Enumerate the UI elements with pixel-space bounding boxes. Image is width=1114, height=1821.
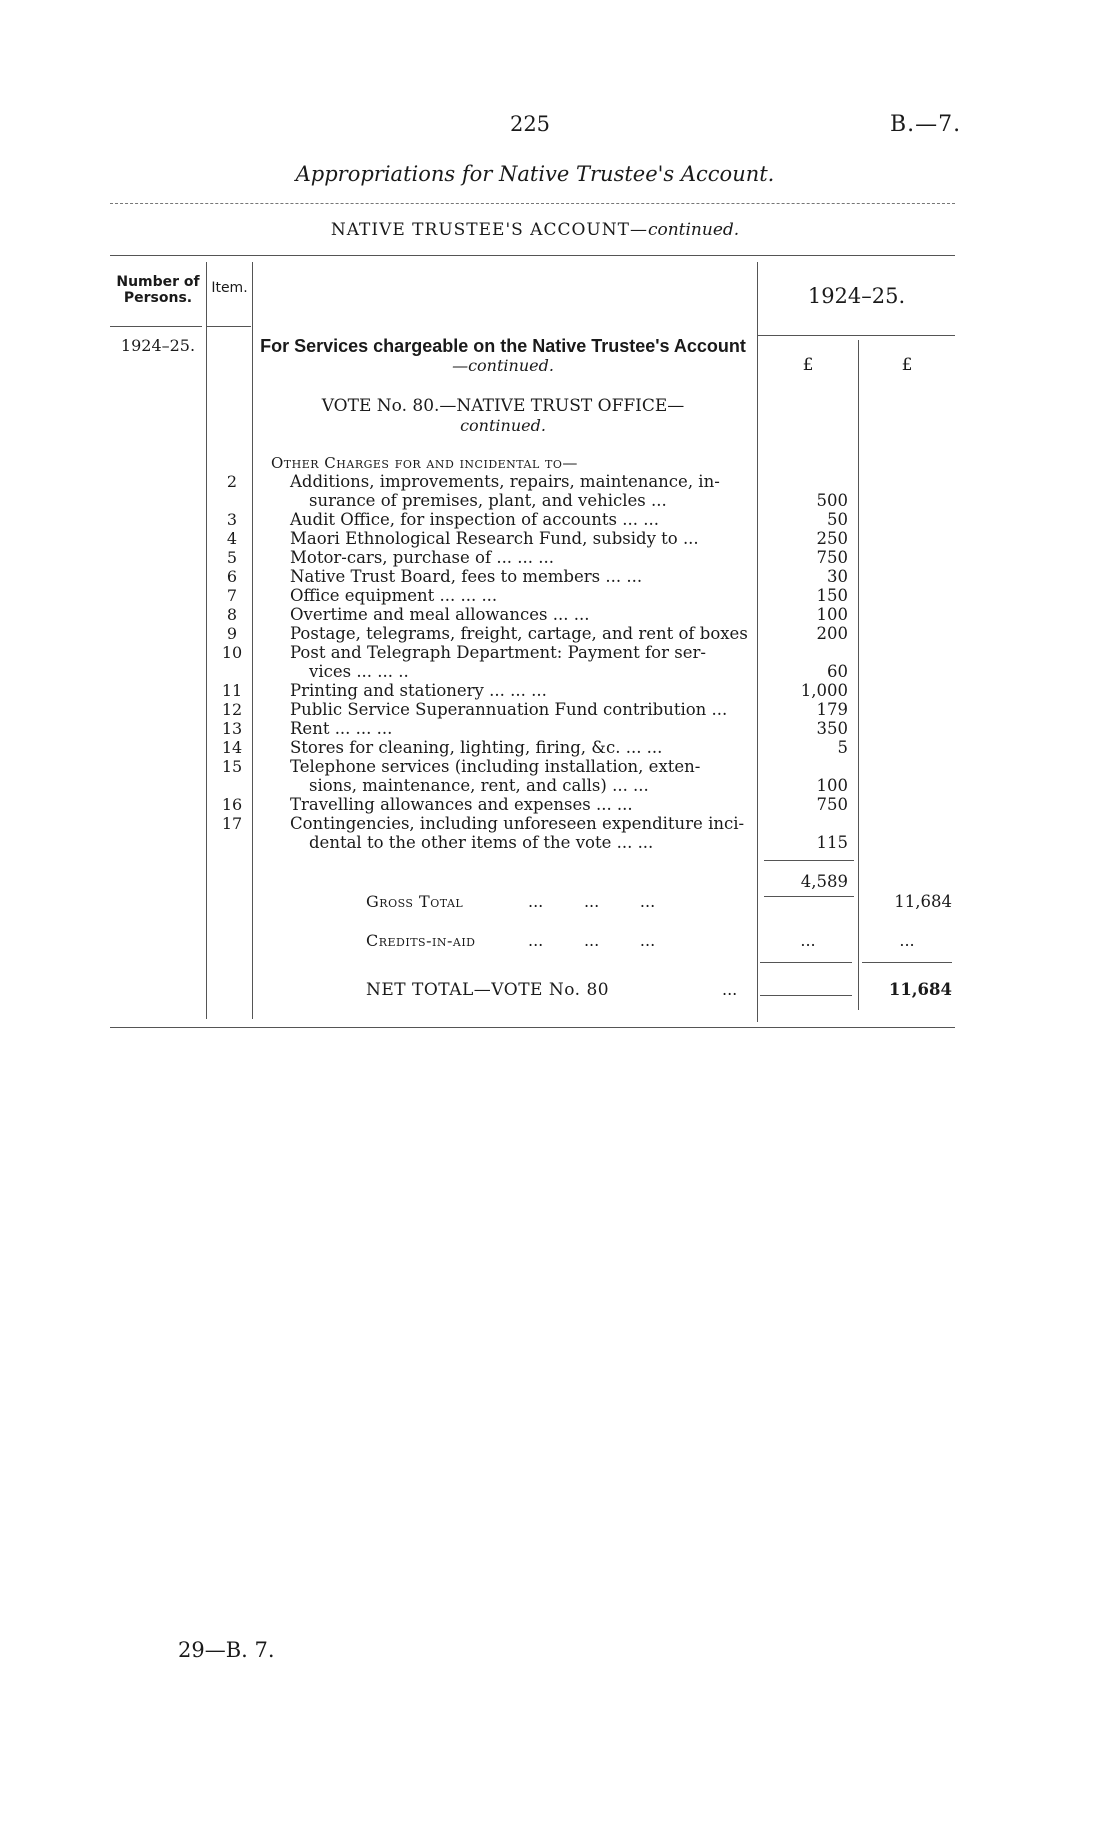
item-amount: 5 [837,738,848,757]
item-description: dental to the other items of the vote ... ... [309,833,654,852]
item-number: 10 [221,643,243,662]
title-rule [110,203,955,204]
item-description: Public Service Superannuation Fund contribution ... [290,700,728,719]
item-amount: 100 [816,605,848,624]
subtotal-under-rule [764,896,854,897]
account-subtitle-continued: continued. [647,220,740,240]
vote-heading: VOTE No. 80.—NATIVE TRUST OFFICE— [321,396,685,416]
section-heading: For Services chargeable on the Native Trustee's Account [260,336,746,356]
year-header-rule [758,335,955,336]
item-number: 14 [221,738,243,757]
credits-in-aid-detail: ... [800,931,816,950]
vote-heading-continued: continued. [460,416,546,435]
item-number: 12 [221,700,243,719]
item-description: Additions, improvements, repairs, maintenance, in- [290,472,720,491]
pound-sign-details: £ [802,355,814,375]
item-number: 7 [226,586,238,605]
item-number: 15 [221,757,243,776]
year-column-header: 1924–25. [807,284,906,308]
item-column-divider [252,262,253,1019]
persons-column-divider [206,262,207,1019]
item-description: Postage, telegrams, freight, cartage, and rent of boxes [290,624,748,643]
item-number: 4 [226,529,238,548]
page-title: Appropriations for Native Trustee's Account. [295,162,775,186]
item-description: Post and Telegraph Department: Payment for ser- [290,643,706,662]
item-description: Contingencies, including unforeseen expenditure inci- [290,814,745,833]
item-amount: 100 [816,776,848,795]
persons-header-rule [110,326,202,327]
gross-total-value: 11,684 [894,892,952,911]
page-number: 225 [509,112,551,136]
account-subtitle-main: NATIVE TRUSTEE'S ACCOUNT— [330,220,648,240]
item-number: 11 [221,681,243,700]
item-amount: 150 [816,586,848,605]
section-heading-continued: —continued. [452,356,554,375]
item-description: Travelling allowances and expenses ... ... [290,795,633,814]
credits-in-aid-total: ... [899,931,915,950]
credits-in-aid-label: Credits-in-aid [366,931,476,950]
item-amount: 30 [827,567,848,586]
item-amount: 50 [827,510,848,529]
pound-sign-totals: £ [901,355,913,375]
item-description: Native Trust Board, fees to members ... ... [290,567,643,586]
table-top-rule [110,255,955,256]
subtotal-amount: 4,589 [800,872,848,891]
item-description: Maori Ethnological Research Fund, subsidy to ... [290,529,699,548]
item-amount: 179 [816,700,848,719]
item-amount: 115 [816,833,848,852]
item-column-header: Item. [211,280,248,296]
item-description: Telephone services (including installation, exten- [290,757,701,776]
item-amount: 250 [816,529,848,548]
net-total-rule [760,995,852,996]
item-description: Overtime and meal allowances ... ... [290,605,590,624]
page-footer-code: 29—B. 7. [178,1638,275,1662]
item-amount: 200 [816,624,848,643]
gross-total-label: Gross Total [366,892,464,911]
item-description: Motor-cars, purchase of ... ... ... [290,548,555,567]
account-subtitle [0,220,1070,240]
subtotal-rule [764,860,854,861]
persons-column-header: Number of Persons. [116,274,200,306]
item-number: 5 [226,548,238,567]
item-description: surance of premises, plant, and vehicles ... [309,491,667,510]
item-amount: 750 [816,548,848,567]
item-description: Printing and stationery ... ... ... [290,681,547,700]
item-amount: 500 [816,491,848,510]
item-number: 8 [226,605,238,624]
gross-total-leaders: ... ... ... [528,892,656,911]
item-description: Rent ... ... ... [290,719,393,738]
item-number: 6 [226,567,238,586]
credits-rule-detail [760,962,852,963]
item-amount: 60 [827,662,848,681]
item-description: Stores for cleaning, lighting, firing, &c. ... ... [290,738,663,757]
table-bottom-rule [110,1027,955,1028]
item-amount: 350 [816,719,848,738]
amount-column-divider [858,340,859,1010]
item-number: 17 [221,814,243,833]
item-number: 2 [226,472,238,491]
net-total-label: NET TOTAL—VOTE No. 80 [366,980,610,1000]
persons-year-label: 1924–25. [120,336,196,355]
net-total-value: 11,684 [888,980,952,999]
credits-in-aid-leaders: ... ... ... [528,931,656,950]
credits-rule-total [862,962,952,963]
item-number: 13 [221,719,243,738]
item-header-rule [207,326,251,327]
item-description: vices ... ... .. [309,662,409,681]
net-total-leaders: ... [722,980,738,999]
item-number: 9 [226,624,238,643]
item-amount: 750 [816,795,848,814]
item-amount: 1,000 [800,681,848,700]
item-description: sions, maintenance, rent, and calls) ... ... [309,776,649,795]
other-charges-heading: Other Charges for and incidental to— [271,454,578,472]
item-number: 16 [221,795,243,814]
document-reference: B.—7. [890,112,962,137]
item-description: Office equipment ... ... ... [290,586,498,605]
item-number: 3 [226,510,238,529]
item-description: Audit Office, for inspection of accounts ... ... [290,510,659,529]
